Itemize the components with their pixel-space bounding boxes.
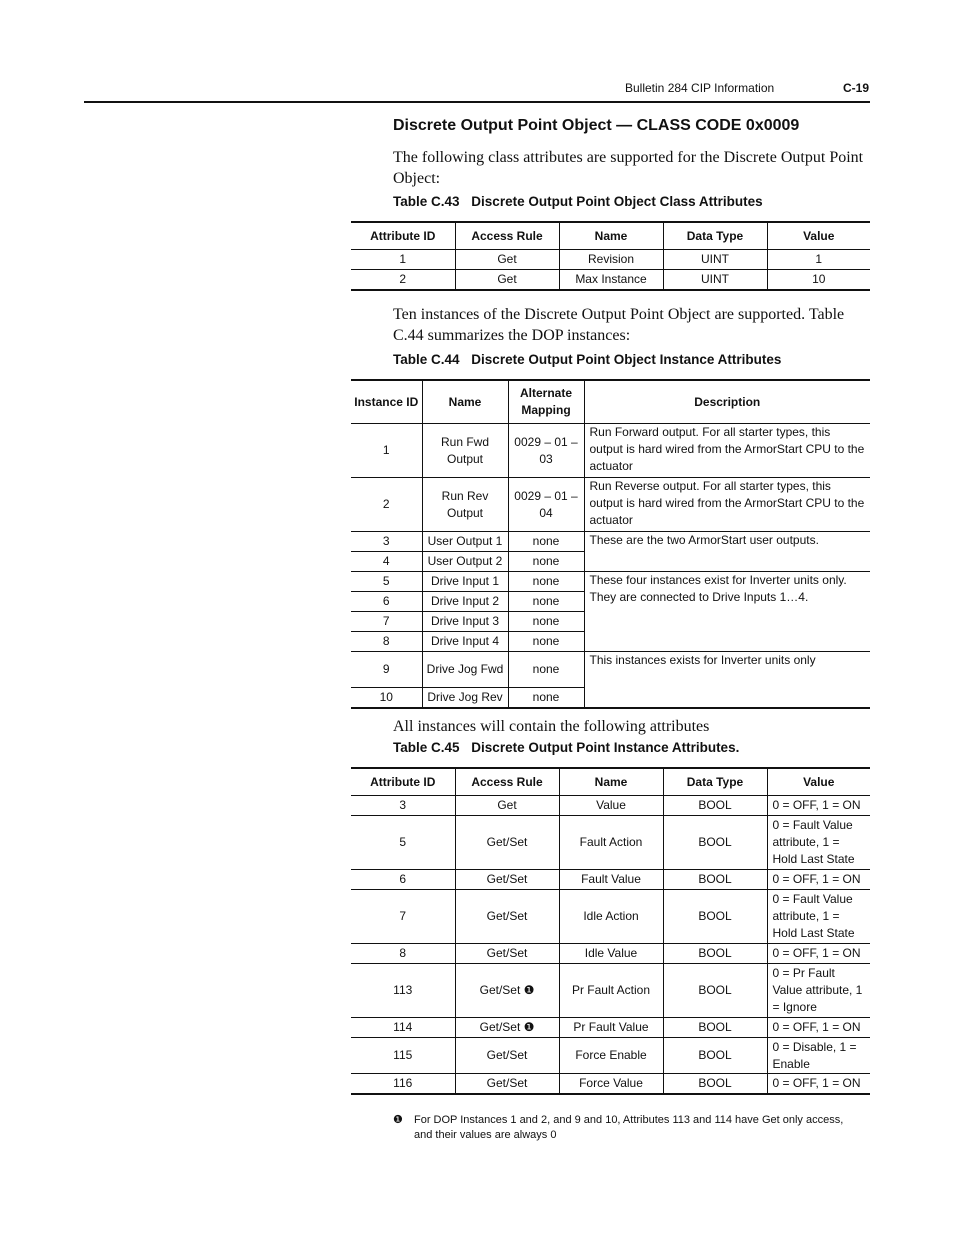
table-cell: Get bbox=[455, 270, 559, 291]
table-cell: none bbox=[508, 592, 584, 612]
table-cell: 5 bbox=[351, 572, 422, 592]
table-caption-text: Discrete Output Point Object Class Attributes bbox=[471, 194, 763, 209]
table-cell: BOOL bbox=[663, 1074, 767, 1095]
table-row bbox=[351, 890, 870, 944]
description-cell: These are the two ArmorStart user outputs. bbox=[584, 532, 870, 572]
table-cell: 4 bbox=[351, 552, 422, 572]
table-cell: 0 = Pr Fault Value attribute, 1 = Ignore bbox=[767, 964, 870, 1018]
table-cell: Get/Set bbox=[455, 890, 559, 944]
table-row bbox=[351, 532, 870, 552]
column-header: Name bbox=[422, 380, 508, 424]
description-cell: These four instances exist for Inverter units only. They are connected to Drive Inputs 1…4. bbox=[584, 572, 870, 652]
table-cell: Fault Value bbox=[559, 870, 663, 890]
table-cell: Pr Fault Value bbox=[559, 1018, 663, 1038]
table-cell: 114 bbox=[351, 1018, 455, 1038]
table-cell: Pr Fault Action bbox=[559, 964, 663, 1018]
instances-paragraph: Ten instances of the Discrete Output Point Object are supported. Table C.44 summarizes the DOP instances: bbox=[393, 306, 845, 344]
table-row bbox=[351, 1018, 870, 1038]
table-cell: Get/Set bbox=[455, 944, 559, 964]
table-cell: none bbox=[508, 572, 584, 592]
table-cell: Drive Input 1 bbox=[422, 572, 508, 592]
table-cell: 3 bbox=[351, 796, 455, 816]
table-row bbox=[351, 796, 870, 816]
table-cell: 7 bbox=[351, 890, 455, 944]
column-header: Attribute ID bbox=[351, 222, 455, 250]
table-cell: none bbox=[508, 632, 584, 652]
table-cell: Get/Set ❶ bbox=[455, 964, 559, 1018]
description-cell: Run Reverse output. For all starter types, this output is hard wired from the ArmorStart CPU to the actuator bbox=[584, 478, 870, 532]
table-cell: Drive Jog Rev bbox=[422, 688, 508, 709]
table-cell: BOOL bbox=[663, 1038, 767, 1074]
table-cell: 7 bbox=[351, 612, 422, 632]
table-cell: Idle Action bbox=[559, 890, 663, 944]
header-rule bbox=[84, 101, 870, 103]
column-header: Access Rule bbox=[455, 222, 559, 250]
table-cell: none bbox=[508, 612, 584, 632]
table-number: Table C.44 bbox=[393, 352, 460, 367]
table-cell: 115 bbox=[351, 1038, 455, 1074]
table-cell: UINT bbox=[663, 270, 767, 291]
all-instances-paragraph: All instances will contain the following attributes bbox=[393, 718, 710, 735]
section-title: Discrete Output Point Object — CLASS CODE 0x0009 bbox=[393, 117, 800, 134]
table-cell: 8 bbox=[351, 944, 455, 964]
description-cell: This instances exists for Inverter units only bbox=[584, 652, 870, 709]
table-cell: 2 bbox=[351, 270, 455, 291]
running-header-title: Bulletin 284 CIP Information bbox=[625, 81, 775, 95]
column-header: Instance ID bbox=[351, 380, 422, 424]
table-cell: Run Rev Output bbox=[422, 478, 508, 532]
table-cell: 0 = OFF, 1 = ON bbox=[767, 1074, 870, 1095]
column-header: Name bbox=[559, 222, 663, 250]
column-header: Access Rule bbox=[455, 768, 559, 796]
table-cell: 0029 – 01 – 04 bbox=[508, 478, 584, 532]
table-cell: Get/Set bbox=[455, 870, 559, 890]
table-cell: 1 bbox=[767, 250, 870, 270]
table-row bbox=[351, 1038, 870, 1074]
table-row bbox=[351, 250, 870, 270]
table-cell: 1 bbox=[351, 424, 422, 478]
table-cell: 116 bbox=[351, 1074, 455, 1095]
table-cell: 0 = OFF, 1 = ON bbox=[767, 796, 870, 816]
table-row bbox=[351, 816, 870, 870]
table-cell: none bbox=[508, 652, 584, 688]
column-header: Value bbox=[767, 768, 870, 796]
table-cell: Drive Input 4 bbox=[422, 632, 508, 652]
table-cell: none bbox=[508, 688, 584, 709]
table-cell: Get/Set bbox=[455, 816, 559, 870]
table-c44 bbox=[351, 379, 870, 709]
table-cell: BOOL bbox=[663, 870, 767, 890]
column-header: Description bbox=[584, 380, 870, 424]
table-cell: 3 bbox=[351, 532, 422, 552]
footnote-text: For DOP Instances 1 and 2, and 9 and 10, Attributes 113 and 114 have Get only access, and their values are always 0 bbox=[414, 1114, 844, 1141]
table-cell: Drive Jog Fwd bbox=[422, 652, 508, 688]
table-cell: Idle Value bbox=[559, 944, 663, 964]
table-cell: 0 = OFF, 1 = ON bbox=[767, 944, 870, 964]
table-cell: Drive Input 3 bbox=[422, 612, 508, 632]
table-cell: BOOL bbox=[663, 964, 767, 1018]
table-caption-text: Discrete Output Point Object Instance Attributes bbox=[471, 352, 782, 367]
table-cell: Force Value bbox=[559, 1074, 663, 1095]
table-cell: BOOL bbox=[663, 796, 767, 816]
table-row bbox=[351, 870, 870, 890]
table-cell: 9 bbox=[351, 652, 422, 688]
description-cell: Run Forward output. For all starter types, this output is hard wired from the ArmorStart CPU to the actuator bbox=[584, 424, 870, 478]
table-cell: 0 = Disable, 1 = Enable bbox=[767, 1038, 870, 1074]
table-c44-caption bbox=[393, 352, 781, 367]
table-cell: Get/Set ❶ bbox=[455, 1018, 559, 1038]
table-cell: 113 bbox=[351, 964, 455, 1018]
table-cell: 0 = OFF, 1 = ON bbox=[767, 870, 870, 890]
table-cell: Get bbox=[455, 796, 559, 816]
table-row bbox=[351, 572, 870, 592]
table-c43 bbox=[351, 221, 870, 291]
table-cell: Value bbox=[559, 796, 663, 816]
column-header: Value bbox=[767, 222, 870, 250]
footnote-marker-icon: ❶ bbox=[393, 1114, 403, 1126]
table-cell: BOOL bbox=[663, 890, 767, 944]
table-cell: Run Fwd Output bbox=[422, 424, 508, 478]
table-cell: User Output 1 bbox=[422, 532, 508, 552]
table-cell: 10 bbox=[767, 270, 870, 291]
table-row bbox=[351, 424, 870, 478]
table-header-row bbox=[351, 222, 870, 250]
intro-paragraph: The following class attributes are supported for the Discrete Output Point Object: bbox=[393, 149, 864, 187]
column-header: Name bbox=[559, 768, 663, 796]
table-row bbox=[351, 944, 870, 964]
table-cell: Get/Set bbox=[455, 1038, 559, 1074]
table-row bbox=[351, 964, 870, 1018]
column-header: Data Type bbox=[663, 222, 767, 250]
table-cell: User Output 2 bbox=[422, 552, 508, 572]
table-cell: Get/Set bbox=[455, 1074, 559, 1095]
table-number: Table C.45 bbox=[393, 740, 460, 755]
table-cell: Drive Input 2 bbox=[422, 592, 508, 612]
table-c45 bbox=[351, 767, 870, 1095]
table-c45-caption bbox=[393, 740, 739, 755]
table-cell: none bbox=[508, 552, 584, 572]
table-cell: 0029 – 01 – 03 bbox=[508, 424, 584, 478]
table-cell: 6 bbox=[351, 592, 422, 612]
table-cell: 0 = Fault Value attribute, 1 = Hold Last State bbox=[767, 890, 870, 944]
table-header-row bbox=[351, 768, 870, 796]
footnote bbox=[393, 1113, 863, 1143]
table-caption-text: Discrete Output Point Instance Attributes. bbox=[471, 740, 740, 755]
table-cell: 1 bbox=[351, 250, 455, 270]
table-cell: 5 bbox=[351, 816, 455, 870]
table-cell: 6 bbox=[351, 870, 455, 890]
table-cell: Revision bbox=[559, 250, 663, 270]
table-cell: none bbox=[508, 532, 584, 552]
table-cell: 8 bbox=[351, 632, 422, 652]
column-header: Attribute ID bbox=[351, 768, 455, 796]
table-cell: BOOL bbox=[663, 944, 767, 964]
table-cell: Fault Action bbox=[559, 816, 663, 870]
table-row bbox=[351, 478, 870, 532]
table-cell: 2 bbox=[351, 478, 422, 532]
table-number: Table C.43 bbox=[393, 194, 460, 209]
table-cell: 0 = OFF, 1 = ON bbox=[767, 1018, 870, 1038]
table-cell: BOOL bbox=[663, 816, 767, 870]
table-cell: Force Enable bbox=[559, 1038, 663, 1074]
column-header: Alternate Mapping bbox=[508, 380, 584, 424]
table-row bbox=[351, 270, 870, 291]
table-cell: BOOL bbox=[663, 1018, 767, 1038]
table-cell: Max Instance bbox=[559, 270, 663, 291]
column-header: Data Type bbox=[663, 768, 767, 796]
table-cell: UINT bbox=[663, 250, 767, 270]
table-cell: 0 = Fault Value attribute, 1 = Hold Last State bbox=[767, 816, 870, 870]
table-header-row bbox=[351, 380, 870, 424]
table-cell: Get bbox=[455, 250, 559, 270]
table-row bbox=[351, 652, 870, 688]
table-c43-caption bbox=[393, 194, 763, 209]
table-cell: 10 bbox=[351, 688, 422, 709]
table-row bbox=[351, 1074, 870, 1095]
page-number: C-19 bbox=[843, 81, 870, 95]
